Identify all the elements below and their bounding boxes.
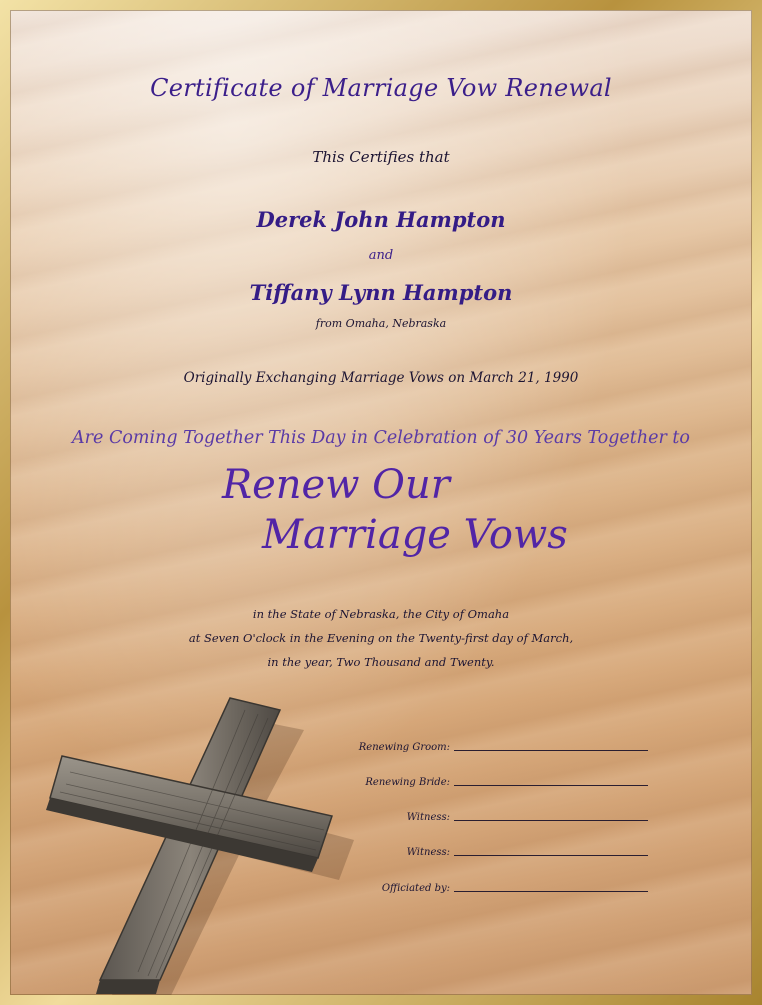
signature-row-groom: [310, 737, 650, 753]
signature-line-bride[interactable]: [454, 785, 648, 786]
signature-row-witness-2: [310, 842, 650, 858]
signature-line-groom[interactable]: [454, 750, 648, 751]
signature-line-witness-2[interactable]: [454, 855, 648, 856]
location-line-1: in the State of Nebraska, the City of Omaha: [252, 607, 510, 621]
bride-name: Tiffany Lynn Hampton: [249, 280, 513, 305]
certificate-title: Certificate of Marriage Vow Renewal: [150, 74, 612, 102]
signature-line-witness-1[interactable]: [454, 820, 648, 821]
signature-row-bride: [310, 772, 650, 788]
renew-heading-line2: Marriage Vows: [262, 512, 568, 558]
signature-label: Officiated by:: [381, 883, 450, 894]
wooden-cross-icon: [40, 680, 370, 995]
signature-label: Witness:: [406, 812, 450, 823]
groom-name: Derek John Hampton: [256, 207, 506, 232]
signature-label: Renewing Groom:: [358, 742, 450, 753]
certifies-line: This Certifies that: [312, 148, 450, 166]
celebration-line: Are Coming Together This Day in Celebration of 30 Years Together to: [72, 428, 690, 448]
hometown-line: from Omaha, Nebraska: [315, 317, 447, 330]
signature-label: Witness:: [406, 847, 450, 858]
renew-heading-line1: Renew Our: [222, 462, 450, 508]
and-text: and: [368, 248, 394, 263]
location-line-3: in the year, Two Thousand and Twenty.: [267, 655, 495, 669]
signature-line-officiant[interactable]: [454, 891, 648, 892]
signature-row-officiant: [310, 878, 650, 894]
certificate-paper: [10, 10, 752, 995]
original-vows-line: Originally Exchanging Marriage Vows on March 21, 1990: [183, 370, 579, 386]
location-line-2: at Seven O'clock in the Evening on the Twenty-first day of March,: [188, 631, 574, 645]
signature-row-witness-1: [310, 807, 650, 823]
signature-label: Renewing Bride:: [365, 777, 450, 788]
